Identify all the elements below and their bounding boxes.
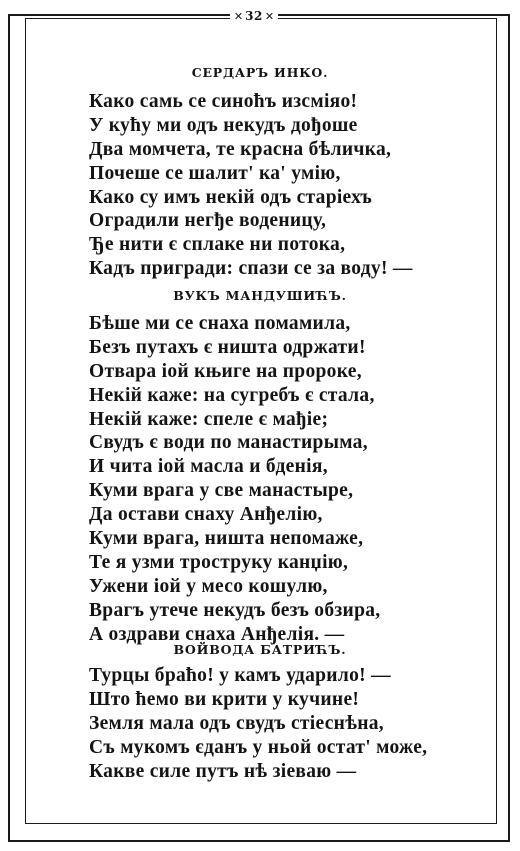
verse-line: Некій каже: на сугребъ є стала, <box>89 384 375 406</box>
verse-line: Кадъ пригради: спази се за воду! — <box>89 258 413 280</box>
page-number-block <box>230 5 278 27</box>
verse-line: Бѣше ми се снаха помамила, <box>89 313 351 334</box>
verse-line: И чита іой масла и бденія, <box>89 456 328 478</box>
verse-line: Куми врага у све манастыре, <box>89 480 354 502</box>
verse-line: Како су имъ некій одъ старіехъ <box>89 186 373 208</box>
verse-line: Свудъ є води по манастирыма, <box>89 432 368 454</box>
poem-title: ВУКЪ МАНДУШИЋЪ. <box>173 288 347 303</box>
verse-line: Почеше се шалит' ка' умію, <box>89 162 341 184</box>
ornament-right-icon: ✕ <box>264 9 275 23</box>
verse-line: Ужени іой у месо кошулю, <box>89 575 328 597</box>
verse-line: Ђе нити є сплаке ни потока, <box>89 234 346 256</box>
poem-vuk-mandushikj <box>0 287 520 305</box>
verse-line: Некій каже: спеле є мађіе; <box>89 408 329 430</box>
verse-line: Турцы браћо! у камъ ударило! — <box>89 665 391 686</box>
verse-line: У кућу ми одъ некудъ дођоше <box>89 114 358 136</box>
verse-line: Врагъ утече некудъ безъ обзира, <box>89 599 381 621</box>
poem-title: СЕРДАРЪ ИНКО. <box>191 65 329 80</box>
ornament-left-icon: ✕ <box>233 9 244 23</box>
poem-vuk-mandushikj-lines <box>89 312 380 646</box>
verse-line: Два момчета, те красна бѣличка, <box>89 138 392 160</box>
verse-line: Какве силе путъ нѣ зіеваю — <box>89 760 357 782</box>
verse-line: Съ мукомъ єданъ у ньой остат' може, <box>89 736 428 758</box>
verse-line: А оздрави снаха Анђелія. — <box>89 623 345 645</box>
verse-line: Земля мала одъ свудъ стіеснѣна, <box>89 712 384 734</box>
poem-title: ВОЙВОДА БАТРИЋЪ. <box>173 642 347 657</box>
poem-serdar-inko <box>0 64 520 82</box>
verse-line: Безъ путахъ є ништа одржати! <box>89 336 366 358</box>
verse-line: Што ћемо ви крити у кучине! <box>89 688 360 710</box>
poem-vojvoda-batrikj <box>0 641 520 659</box>
verse-line: Отвара іой књиге на пророке, <box>89 360 362 382</box>
poem-vojvoda-batrikj-lines <box>89 664 427 783</box>
verse-line: Те я узми троструку канџію, <box>89 551 349 573</box>
verse-line: Куми врага, ништа непомаже, <box>89 528 364 550</box>
page-number: 32 <box>245 9 263 23</box>
verse-line: Да остави снаху Анђелію, <box>89 504 323 526</box>
verse-line: Како самь се синоћъ изсміяо! <box>89 91 358 112</box>
verse-line: Оградили негђе воденицу, <box>89 210 327 232</box>
poem-serdar-inko-lines <box>89 90 413 281</box>
